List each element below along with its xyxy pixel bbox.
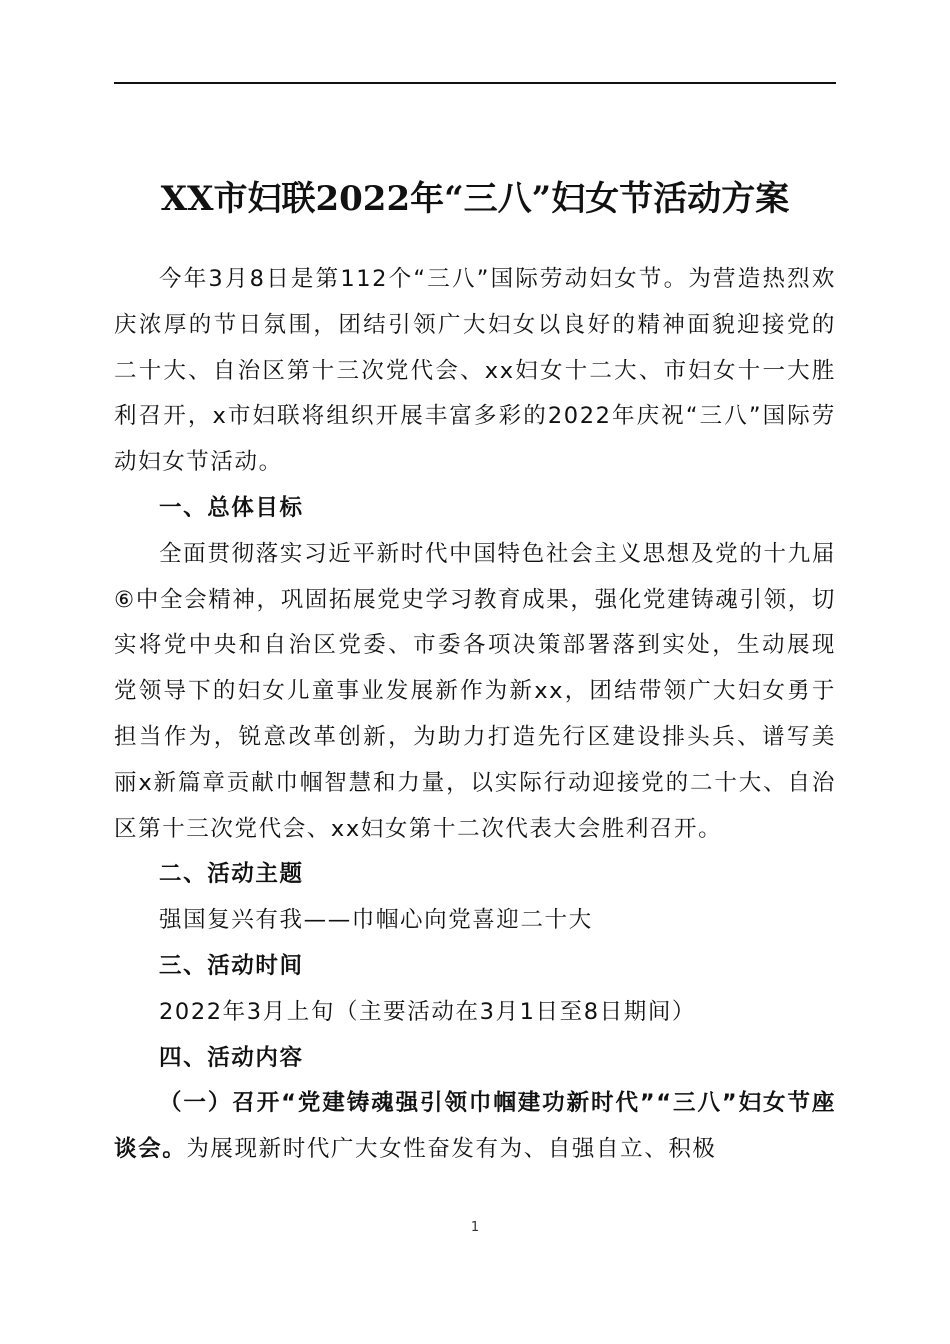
section-text-theme: 强国复兴有我——巾帼心向党喜迎二十大: [159, 907, 593, 934]
section-text-goals: 全面贯彻落实习近平新时代中国特色社会主义思想及党的十九届⑥中全会精神，巩固拓展党史学习教育成果，强化党建铸魂引领，切实将党中央和自治区党委、市委各项决策部署落到实处，生动展现党领导下的妇女儿童事业发展新作为新xx，团结带领广大妇女勇于担当作为，锐意改革创新，为助力打造先行区建设排头兵、谱写美丽x新篇章贡献巾帼智慧和力量，以实际行动迎接党的二十大、自治区第十三次党代会、xx妇女第十二次代表大会胜利召开。: [114, 540, 836, 842]
section-heading-time: 三、活动时间: [159, 952, 304, 979]
section-heading-content: 四、活动内容: [159, 1044, 304, 1071]
header-rule: [114, 82, 836, 84]
document-title: XX市妇联2022年“三八”妇女节活动方案: [160, 178, 790, 219]
section-subitem-1: [114, 1081, 836, 1173]
subitem-1-bold-lead: （一）召开“党建铸魂强引领巾帼建功新时代”“三八”妇女节座谈会。: [114, 1090, 836, 1163]
section-text-time: 2022年3月上旬（主要活动在3月1日至8日期间）: [159, 998, 697, 1025]
section-heading-goals: 一、总体目标: [159, 494, 304, 521]
intro-paragraph: 今年3月8日是第112个“三八”国际劳动妇女节。为营造热烈欢庆浓厚的节日氛围，团结引领广大妇女以良好的精神面貌迎接党的二十大、自治区第十三次党代会、xx妇女十二大、市妇女十一大胜利召开，x市妇联将组织开展丰富多彩的2022年庆祝“三八”国际劳动妇女节活动。: [114, 266, 836, 476]
subitem-1-text: 为展现新时代广大女性奋发有为、自强自立、积极: [186, 1136, 717, 1163]
page-number: 1: [470, 1220, 480, 1235]
section-heading-theme: 二、活动主题: [159, 861, 304, 888]
document-body: [114, 257, 836, 1173]
